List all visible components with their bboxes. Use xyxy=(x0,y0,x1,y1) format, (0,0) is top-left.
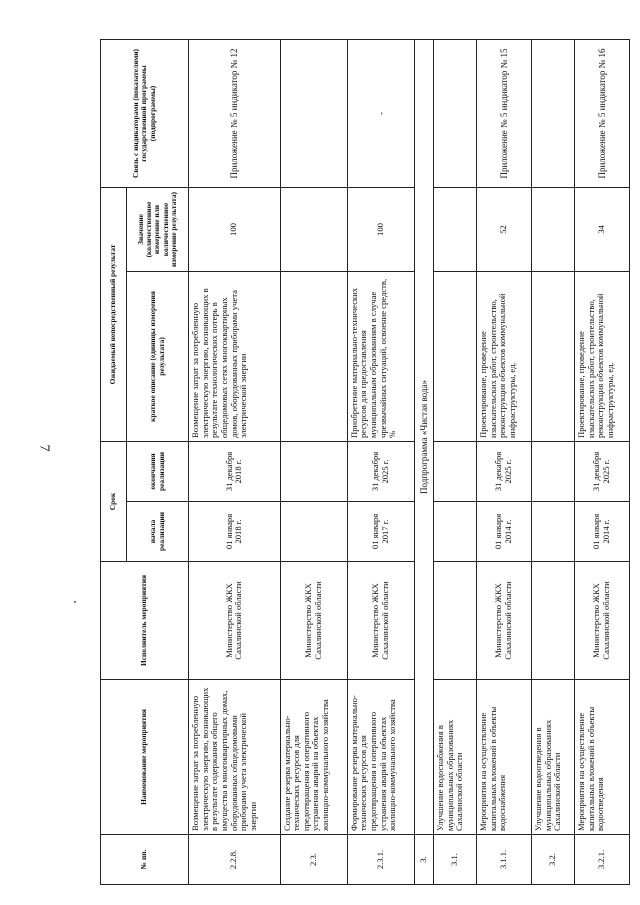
header-start: начала реализации xyxy=(127,502,189,562)
row-name: Возмещение затрат за потребленную электрическую энергию, возникающих в результате содержания общего имущества в многоквартирных домах, оборудованных общедомовыми приборами учета электрической энергии xyxy=(189,680,281,835)
header-expected-value: Значение (количественное измерение или количественное измерение результата) xyxy=(127,188,189,272)
row-link: Приложение № 5 индикатор № 15 xyxy=(477,40,532,188)
row-result: Проектирование, проведение изыскательских работ, строительство, реконструкция объектов коммунальной инфраструктуры, ед. xyxy=(574,272,629,442)
page-number: 7 xyxy=(36,444,52,452)
row-result xyxy=(280,272,347,442)
row-end: 31 декабря 2025 г. xyxy=(477,442,532,502)
row-link: Приложение № 5 индикатор № 16 xyxy=(574,40,629,188)
table-row xyxy=(434,40,477,885)
header-expected-short: краткое описание (единицы измерения результата) xyxy=(127,272,189,442)
row-end xyxy=(532,442,575,502)
header-end: окончания реализации xyxy=(127,442,189,502)
row-value: 100 xyxy=(347,188,414,272)
row-num: 3.1.1. xyxy=(477,835,532,885)
header-expected: Ожидаемый непосредственный результат xyxy=(101,188,127,442)
row-executor: Министерство ЖКХ Сахалинской области xyxy=(574,562,629,680)
row-num: 3. xyxy=(415,835,434,885)
row-start xyxy=(532,502,575,562)
row-link xyxy=(434,40,477,188)
rotated-table-container xyxy=(100,40,630,885)
row-start: 01 января 2014 г. xyxy=(477,502,532,562)
row-executor: Министерство ЖКХ Сахалинской области xyxy=(347,562,414,680)
subprogram-row xyxy=(415,40,434,885)
row-name: Улучшение водоснабжения в муниципальных образованиях Сахалинской области xyxy=(434,680,477,835)
row-value xyxy=(280,188,347,272)
row-link: - xyxy=(347,40,414,188)
row-end: 31 декабря 2018 г. xyxy=(189,442,281,502)
subprogram-title: Подпрограмма «Чистая вода» xyxy=(415,40,434,835)
header-executor: Исполнитель мероприятия xyxy=(101,562,189,680)
row-result xyxy=(434,272,477,442)
row-value: 34 xyxy=(574,188,629,272)
row-name: Формирование резерва материально-технических ресурсов для предотвращения и оперативного устранения аварий на объектах жилищно-коммунального хозяйства xyxy=(347,680,414,835)
table-row xyxy=(347,40,414,885)
row-link xyxy=(532,40,575,188)
table-row xyxy=(189,40,281,885)
header-num: № пп. xyxy=(101,835,189,885)
row-end: 31 декабря 2025 г. xyxy=(574,442,629,502)
row-num: 2.2.8. xyxy=(189,835,281,885)
row-executor xyxy=(532,562,575,680)
row-result: Проектирование, проведение изыскательских работ, строительство, реконструкция объектов коммунальной инфраструктуры, ед. xyxy=(477,272,532,442)
table-row xyxy=(280,40,347,885)
row-executor xyxy=(434,562,477,680)
measures-table xyxy=(100,39,630,885)
row-num: 2.3. xyxy=(280,835,347,885)
header-name: Наименование мероприятия xyxy=(101,680,189,835)
table-row xyxy=(574,40,629,885)
table-row xyxy=(532,40,575,885)
row-value xyxy=(532,188,575,272)
row-name: Мероприятия на осуществление капитальных вложений в объекты водоотведения xyxy=(574,680,629,835)
row-result xyxy=(532,272,575,442)
row-name: Создание резерва материально-технических ресурсов для предотвращения и оперативного устранения аварий на объектах жилищно-коммунального хозяйства xyxy=(280,680,347,835)
row-start: 01 января 2018 г. xyxy=(189,502,281,562)
header-link: Связь с индикаторами (показателями) государственной программы (подпрограммы) xyxy=(101,40,189,188)
row-name: Мероприятия на осуществление капитальных вложений в объекты водоснабжения xyxy=(477,680,532,835)
row-num: 2.3.1. xyxy=(347,835,414,885)
row-end xyxy=(280,442,347,502)
row-num: 3.1. xyxy=(434,835,477,885)
row-start xyxy=(280,502,347,562)
row-executor: Министерство ЖКХ Сахалинской области xyxy=(189,562,281,680)
row-start: 01 января 2014 г. xyxy=(574,502,629,562)
row-result: Возмещение затрат за потребленную электрическую энергию, возникающих в результате технологических потерь в общедомовых сетях многоквартирных домов, оборудованных приборами учета электрической энергии xyxy=(189,272,281,442)
scan-speck xyxy=(74,601,76,603)
header-term: Срок xyxy=(101,442,127,562)
row-link xyxy=(280,40,347,188)
row-end: 31 декабря 2025 г. xyxy=(347,442,414,502)
row-executor: Министерство ЖКХ Сахалинской области xyxy=(477,562,532,680)
row-result: Приобретение материально-технических ресурсов для предоставления муниципальным образованиям в случае чрезвычайных ситуаций, освоение средств, % xyxy=(347,272,414,442)
row-link: Приложение № 5 индикатор № 12 xyxy=(189,40,281,188)
row-num: 3.2. xyxy=(532,835,575,885)
row-value xyxy=(434,188,477,272)
row-executor: Министерство ЖКХ Сахалинской области xyxy=(280,562,347,680)
row-start xyxy=(434,502,477,562)
row-name: Улучшение водоотведения в муниципальных образованиях Сахалинской области xyxy=(532,680,575,835)
row-start: 01 января 2017 г. xyxy=(347,502,414,562)
row-value: 100 xyxy=(189,188,281,272)
row-value: 52 xyxy=(477,188,532,272)
table-row xyxy=(477,40,532,885)
row-end xyxy=(434,442,477,502)
row-num: 3.2.1. xyxy=(574,835,629,885)
